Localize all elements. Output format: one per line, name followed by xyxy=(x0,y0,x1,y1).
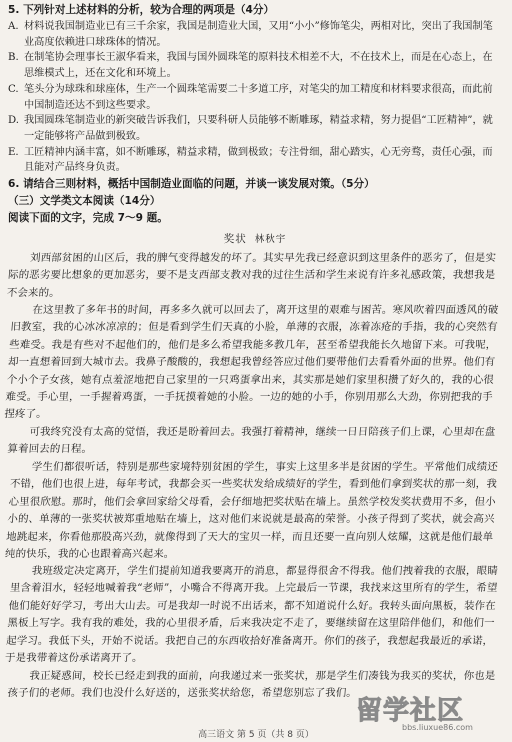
passage-paragraph: 刘西部贫困的山区后，我的脾气变得越发的坏了。其实早先我已经意识到这里条件的恶劣了，但是实际的恶劣要比想象的更加恶劣，要不是支西部支教对我的过往生活和学生来说有许多礼感政策，我想我是不会来的。 xyxy=(6,252,497,299)
passage-paragraph: 学生们都很听话，特别是那些家境特别贫困的学生，事实上这里多半是贫困的学生。平常他们成绩还不错，他们也很上进，每年考试，我都会买一些奖状发给成绩好的学生，看到他们拿到奖状的那一刻，我心里很欣慰。那时，他们会拿回家给父母看，会仔细地把奖状贴在墙上。虽然学校发奖状费用不多，但小小的、单薄的一张奖状被郑重地贴在墙上，这对他们来说就是最高的荣誉。小孩子得到了奖状，就会高兴地跳起来，你看他那股高兴劲，就像得到了天大的宝贝一样，而且还要一直向别人炫耀，这就是他们最单纯的快乐，我的心也跟着高兴起来。 xyxy=(4,460,499,560)
option-text: 笔头分为球珠和球座体，生产一个圆珠笔需要二十多道工序，对笔尖的加工精度和材料要求很高，而此前中国制造还达不到这些要求。 xyxy=(24,83,493,111)
passage-body xyxy=(3,250,502,703)
option-text: 我国圆珠笔制造业的新突破告诉我们，只要科研人员能够不断雕琢，精益求精，努力提倡“工匠精神”，就一定能够将产品做到极致。 xyxy=(24,115,493,142)
option-text: 在制笔协会理事长王淑华看来，我国与国外圆珠笔的原料技术相差不大，不在技术上，而是在心态上，在思维模式上，还在文化和环境上。 xyxy=(24,52,493,80)
option-text: 工匠精神内涵丰富，如不断雕琢，精益求精，做到极致；专注骨细，甜心踏实，心无旁骛，责任心强，而且能对产品终身负责。 xyxy=(24,146,493,174)
question-6-stem: 6. 请结合三则材料，概括中国制造业面临的问题，并谈一谈发展对策。（5分） xyxy=(8,178,375,191)
watermark-url: bbs.liuxue86.com xyxy=(402,723,473,732)
option-d xyxy=(8,113,502,144)
passage-author: 林秋宇 xyxy=(254,234,287,246)
question-5-stem: 5. 下列针对上述材料的分析，较为合理的两项是（4分） xyxy=(8,4,275,16)
option-e xyxy=(8,145,502,176)
option-c xyxy=(8,82,502,113)
option-label: A. xyxy=(8,21,19,32)
page-footer: 高三语文 第 5 页（共 8 页） xyxy=(198,730,314,740)
passage-paragraph: 我正疑惑间，校长已经走到我的面前，向我递过来一张奖状，那是学生们凑钱为我买的奖状，你也是孩子们的老师。我们也没什么好送的，送张奖状给您，希望您别忘了我们。 xyxy=(7,669,496,700)
option-text: 材料说我国制造业已有三千余家，我国是制造业大国，又用“小小”修饰笔尖，两相对比，突出了我国制笔业高度依赖进口球珠体的情况。 xyxy=(24,21,493,48)
option-label: D. xyxy=(8,115,20,127)
exam-page xyxy=(3,2,502,703)
option-label: C. xyxy=(8,83,19,95)
passage-title-text: 奖状 xyxy=(223,233,247,246)
passage-paragraph: 可我终究没有太高的觉悟，我还是盼着回去。我强打着精神，继续一日日陪孩子们上课，心里却在盘算着回去的日程。 xyxy=(7,426,496,456)
option-label: E. xyxy=(8,146,19,158)
option-a xyxy=(8,19,502,50)
section-instruction: 阅读下面的文字，完成 7～9 题。 xyxy=(8,212,168,225)
question-5-options xyxy=(8,19,502,176)
watermark-logo xyxy=(356,690,506,734)
passage-paragraph: 我班级定决定离开，学生们提前知道我要离开的消息，都显得很舍不得我。他们拽着我的衣服，眼睛里含着泪水，轻轻地喊着我“老师”，小嘴合不得离开我。上完最后一节课，我找来这里所有的学生，希望他们能好好学习，考出大山去。可是我却一时说不出话来，都不知道说什么好。我转头面向黑板，装作在黑板上写字。我有我的难处，我的心里很矛盾，后来我决定不走了，要继续留在这里陪伴他们，和他们一起学习。我低下头，开始不说话。我把自己的东西收拾好准备离开。你们的孩子，我想起我最近的承诺，于是我带着这份承诺离开了。 xyxy=(4,565,499,665)
section-heading: （三）文学类文本阅读（14分） xyxy=(8,195,161,208)
option-label: B. xyxy=(8,52,19,64)
passage-title xyxy=(8,229,502,250)
option-b xyxy=(8,50,502,81)
passage-paragraph: 在这里教了多年书的时间，再多多久就可以回去了，离开这里的艰难与困苦。寒风吹着四面透风的破旧教室，我的心冰冰凉凉的；但是看到学生们天真的小脸，单薄的衣服，冻着冻疮的手指，我的心突然有些难受。我是有些对不起他们的，他们是多么希望我能多教几年，甚至希望我能长久地留下来。可我呢，却一直想着回到大城市去。我鼻子酸酸的，我想起我曾经答应过他们要带他们去看看外面的世界。他们有个小个子女孩，她有点羞涩地把自己家里的一只鸡蛋拿出来，其实那是她们家里积攒了好久的，我的心很难受。手心里，一手握着鸡蛋，一手抚摸着她的小脸。一边的她的小手，你别用那么大劲，你别把我的手捏疼了。 xyxy=(3,304,499,421)
watermark-logo-text: 留学社区 xyxy=(356,696,465,726)
